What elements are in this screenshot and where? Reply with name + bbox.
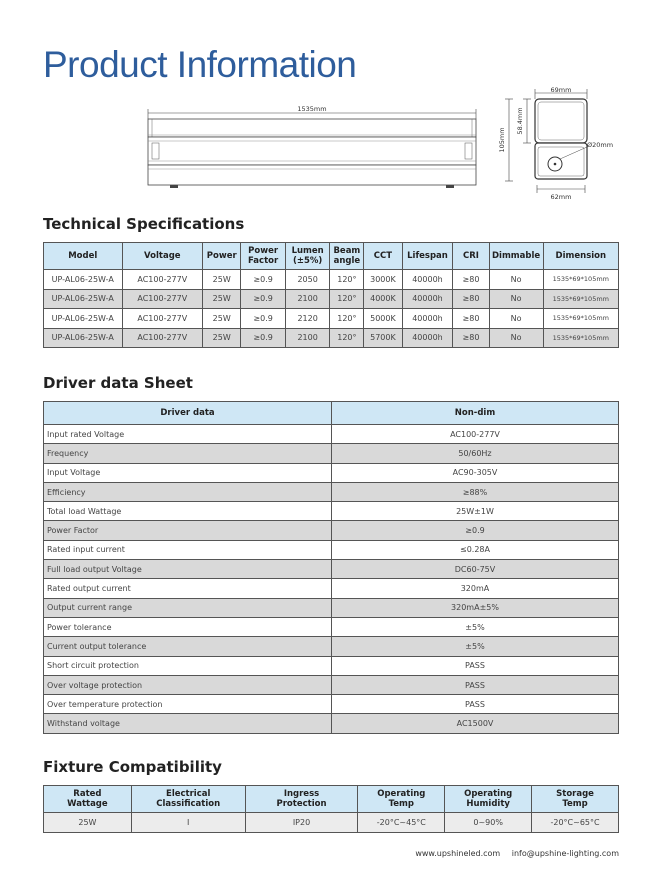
table-cell: 0~90% [445,813,532,833]
table-cell: Input Voltage [44,463,332,482]
driver-data-table [43,401,619,734]
table-row [44,502,619,521]
table-cell: Over voltage protection [44,675,332,694]
table-row [44,714,619,733]
table-cell: 2100 [285,328,330,348]
column-header: Operating Humidity [445,786,532,813]
table-cell: 25W [203,270,241,290]
spec-header-row [44,243,619,270]
table-row [44,695,619,714]
table-row [44,598,619,617]
page-title: Product Information [43,44,357,85]
table-cell: 120° [330,309,364,329]
footer-website[interactable]: www.upshineled.com [415,849,501,858]
driver-header-row [44,402,619,425]
table-cell: 120° [330,270,364,290]
table-cell: Efficiency [44,482,332,501]
length-dimension-label: 1535mm [297,105,327,113]
table-cell: Withstand voltage [44,714,332,733]
table-row [44,425,619,444]
table-cell: Output current range [44,598,332,617]
table-row [44,540,619,559]
table-cell: 5000K [364,309,402,329]
table-cell: ≥80 [453,270,489,290]
table-cell: ≥0.9 [241,309,286,329]
table-cell: PASS [332,675,619,694]
table-row [44,444,619,463]
table-cell: 25W [203,289,241,309]
table-cell: ≥0.9 [332,521,619,540]
table-cell: 25W±1W [332,502,619,521]
table-cell: 40000h [402,309,453,329]
column-header: Lifespan [402,243,453,270]
table-row [44,579,619,598]
table-cell: UP-AL06-25W-A [44,289,123,309]
inner-height-dimension-label: 58.4mm [516,107,524,135]
bottom-width-dimension-label: 62mm [550,193,572,201]
column-header: Rated Wattage [44,786,132,813]
table-cell: Frequency [44,444,332,463]
table-cell: ≤0.28A [332,540,619,559]
table-row [44,463,619,482]
column-header: Driver data [44,402,332,425]
table-cell: PASS [332,695,619,714]
table-cell: Rated input current [44,540,332,559]
table-cell: -20°C~45°C [358,813,445,833]
column-header: Storage Temp [532,786,619,813]
table-cell: No [489,309,543,329]
table-cell: PASS [332,656,619,675]
table-cell: AC90-305V [332,463,619,482]
table-row [44,560,619,579]
table-row [44,656,619,675]
table-cell: IP20 [245,813,358,833]
column-header: Operating Temp [358,786,445,813]
table-cell: DC60-75V [332,560,619,579]
table-cell: ≥0.9 [241,270,286,290]
table-cell: 2050 [285,270,330,290]
table-cell: ≥80 [453,309,489,329]
table-cell: Ⅰ [131,813,245,833]
table-cell: 320mA [332,579,619,598]
table-row [44,521,619,540]
column-header: Power [203,243,241,270]
table-cell: AC1500V [332,714,619,733]
top-width-dimension-label: 69mm [550,86,572,94]
column-header: Ingress Protection [245,786,358,813]
table-cell: UP-AL06-25W-A [44,309,123,329]
fixture-compatibility-table [43,785,619,833]
table-cell: Total load Wattage [44,502,332,521]
column-header: CRI [453,243,489,270]
column-header: CCT [364,243,402,270]
table-row [44,617,619,636]
column-header: Power Factor [241,243,286,270]
hole-diameter-label: Ø20mm [587,141,614,149]
column-header: Dimension [543,243,618,270]
table-cell: AC100-277V [122,328,203,348]
height-dimension-label: 105mm [498,127,506,153]
table-row [44,328,619,348]
fixture-compatibility-heading: Fixture Compatibility [43,758,222,776]
footer-email[interactable]: info@upshine-lighting.com [511,849,619,858]
table-row [44,289,619,309]
table-cell: Short circuit protection [44,656,332,675]
table-cell: 1535*69*105mm [543,270,618,290]
table-cell: ≥80 [453,289,489,309]
table-row [44,637,619,656]
table-cell: ≥0.9 [241,289,286,309]
table-cell: 25W [203,328,241,348]
table-cell: No [489,270,543,290]
table-cell: 2100 [285,289,330,309]
column-header: Beam angle [330,243,364,270]
table-cell: ≥80 [453,328,489,348]
table-cell: Rated output current [44,579,332,598]
table-cell: AC100-277V [332,425,619,444]
table-cell: Input rated Voltage [44,425,332,444]
column-header: Non-dim [332,402,619,425]
table-cell: 50/60Hz [332,444,619,463]
table-cell: Power tolerance [44,617,332,636]
table-cell: 120° [330,328,364,348]
table-cell: Over temperature protection [44,695,332,714]
table-cell: AC100-277V [122,289,203,309]
table-cell: -20°C~65°C [532,813,619,833]
table-cell: 2120 [285,309,330,329]
table-cell: UP-AL06-25W-A [44,328,123,348]
table-cell: 40000h [402,289,453,309]
table-cell: 40000h [402,270,453,290]
table-cell: 1535*69*105mm [543,328,618,348]
table-row [44,675,619,694]
column-header: Dimmable [489,243,543,270]
table-cell: 25W [44,813,132,833]
column-header: Model [44,243,123,270]
footer-contact [407,849,619,858]
table-row [44,813,619,833]
table-cell: ≥0.9 [241,328,286,348]
table-cell: AC100-277V [122,270,203,290]
table-cell: ±5% [332,617,619,636]
table-row [44,482,619,501]
table-cell: Full load output Voltage [44,560,332,579]
table-cell: No [489,328,543,348]
table-cell: 120° [330,289,364,309]
technical-specifications-heading: Technical Specifications [43,215,245,233]
column-header: Voltage [122,243,203,270]
table-cell: 320mA±5% [332,598,619,617]
fixture-side-view-drawing [140,105,485,190]
table-cell: 5700K [364,328,402,348]
table-cell: AC100-277V [122,309,203,329]
table-cell: 1535*69*105mm [543,289,618,309]
table-cell: Current output tolerance [44,637,332,656]
table-cell: 1535*69*105mm [543,309,618,329]
table-cell: ≥88% [332,482,619,501]
table-cell: UP-AL06-25W-A [44,270,123,290]
table-cell: ±5% [332,637,619,656]
driver-data-heading: Driver data Sheet [43,374,193,392]
table-cell: 40000h [402,328,453,348]
table-cell: No [489,289,543,309]
table-row [44,309,619,329]
column-header: Electrical Classification [131,786,245,813]
fixture-header-row [44,786,619,813]
technical-specifications-table [43,242,619,348]
table-cell: 3000K [364,270,402,290]
table-cell: 4000K [364,289,402,309]
table-cell: Power Factor [44,521,332,540]
column-header: Lumen (±5%) [285,243,330,270]
fixture-end-view-drawing [495,85,625,205]
table-cell: 25W [203,309,241,329]
table-row [44,270,619,290]
